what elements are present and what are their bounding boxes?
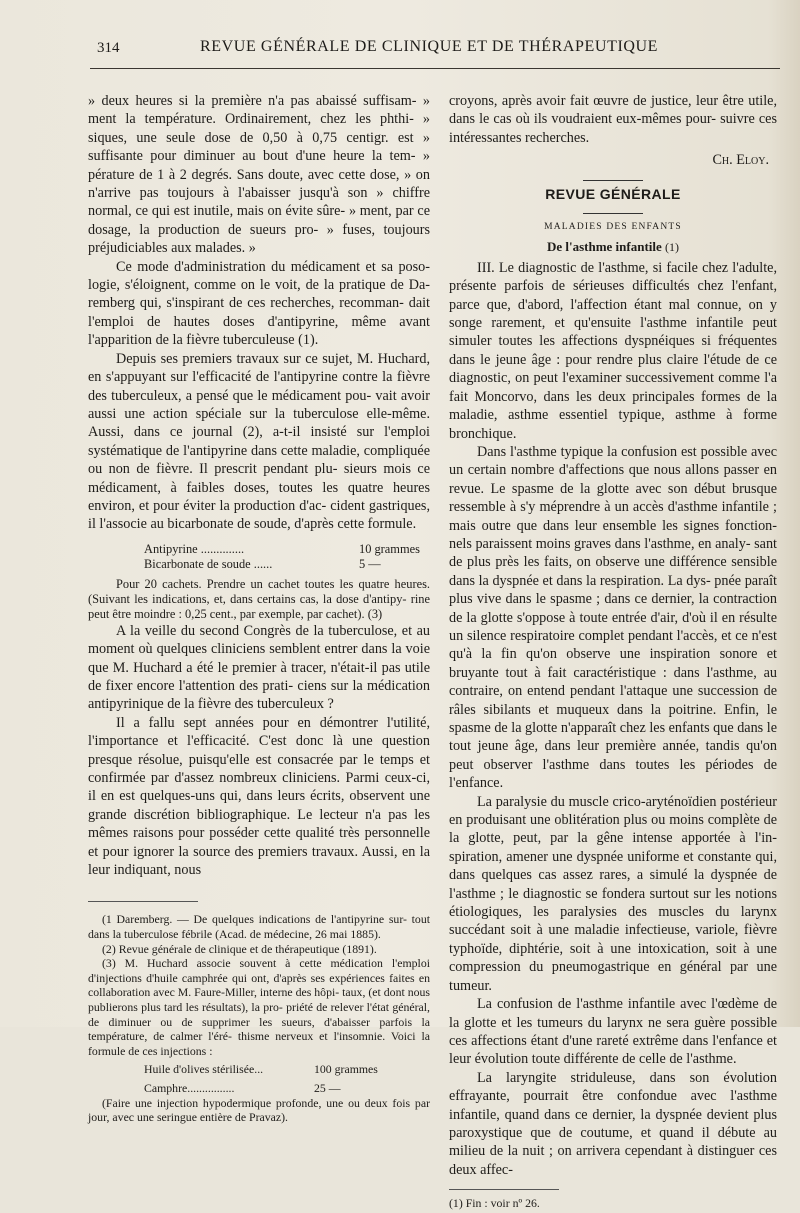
footnote: (1) Fin : voir nº 26. <box>449 1196 540 1211</box>
paragraph: croyons, après avoir fait œuvre de justice, leur être utile, dans le cas où ils voudraient eux-mêmes pour- suivre ces intéressantes recherches. <box>449 93 777 146</box>
formula-line: Camphre................ 25 — <box>144 1080 341 1095</box>
section-subtitle: MALADIES DES ENFANTS <box>544 222 682 233</box>
paragraph: Dans l'asthme typique la confusion est possible avec un certain nombre d'affections que nous allons passer en revue. Le spasme de la glotte avec son début brusque ressemble à s'y méprendre à un accès d'asthme infantile ; mais outre que dans leur ensemble les signes fonction- nels paraissent moins graves dans l'asthme, en analy- sant de plus près les faits, on observe une différence sensible dans la dyspnée et dans la respiration. La dys- pnée paraît plus vive dans le spasme ; dans ce dernier, la contraction de la glotte s'oppose à toute entrée d'air, d'où il en résulte un silence respiratoire complet pendant l'accès, et ce n'est qu'à la fin qu'on observe une inspiration sonore et bruyante tout à fait caractéristique : dans l'asthme, au contraire, on entend pendant l'attaque une succession de râles sibilants et muqueux dans la poitrine. Enfin, le spasme de la glotte n'apparaît chez les enfants que dans le tout jeune âge, dans leur première année, tandis qu'on peut observer l'asthme dans toutes les périodes de l'enfance. <box>449 443 777 792</box>
right-column <box>449 92 777 1213</box>
paragraph: Ce mode d'administration du médicament et sa poso- logie, s'éloignent, comme on le voit, de la pratique de Da- remberg qui, s'inspirant de ces recherches, recomman- dait l'emploi de hautes doses d'antipyrine, même avant l'apparition de la fièvre tuberculeuse (1). <box>88 258 430 349</box>
paragraph: La paralysie du muscle crico-aryténoïdien postérieur en produisant une oblitération plus ou moins complète de la glotte, peut, par la gêne intense apportée à l'in- spiration, amener une dyspnée uniforme et constante qui, dans quelques cas assez rares, a simulé la dyspnée de l'asthme ; le diagnostic se fondera surtout sur les notions étiologiques, les paralysies des muscles du larynx succédant soit à une maladie infectieuse, variole, fièvre typhoïde, diphtérie, soit à une intoxication, soit à une compression du pneumogastrique en général par une tumeur. <box>449 793 777 994</box>
section-title: REVUE GÉNÉRALE <box>545 185 681 202</box>
section-rule <box>583 213 643 214</box>
footnote-rule <box>449 1189 559 1190</box>
formula-line: Bicarbonate de soude ...... 5 — <box>144 557 381 572</box>
paragraph: La confusion de l'asthme infantile avec l'œdème de la glotte et les tumeurs du larynx ne sera guère possible ces affections étant d'une rareté extrême dans l'enfance et leur évolution toute différente de celle de l'asthme. <box>449 996 777 1068</box>
paragraph: » deux heures si la première n'a pas abaissé suffisam- » ment la température. Ordinairement, chez les phthi- » siques, une seule dose de 0,50 à 0,75 centigr. est » suffisante pour diminuer au bout d'une heure la tem- » pérature de 1 à 2 degrés. Sans doute, avec cette dose, » on n'arrive pas toujours à l'abaisser jusqu'à son » chiffre normal, ce qui est inutile, mais on évite sûre- » ment, par ce dosage, la production de sueurs pro- » fuses, toujours préjudiciables aux malades. » <box>88 93 430 257</box>
footnote: (1 Daremberg. — De quelques indications de l'antipyrine sur- tout dans la tuberculose fébrile (Acad. de médecine, 26 mai 1885). <box>88 912 430 942</box>
prescription-formula <box>144 542 430 573</box>
paragraph: Depuis ses premiers travaux sur ce sujet, M. Huchard, en s'appuyant sur l'efficacité de l'antipyrine contre la fièvre des tuberculeux, a pensé que le médicament pou- vait avoir aussi une action spéciale sur la tuberculose elle-même. Aussi, dans ce journal (2), a-t-il insisté sur l'emploi systématique de l'antipyrine dans cette maladie, compliquée ou non de fièvre. Il prescrit pendant plu- sieurs mois ce médicament, à faibles doses, toutes les quatre heures environ, et pour éviter la production d'ac- cident gastriques, il l'associe au bicarbonate de soude, d'après cette formule. <box>88 350 430 533</box>
author-signature: Ch. Eloy. <box>712 152 769 169</box>
footnote: (Faire une injection hypodermique profonde, une ou deux fois par jour, avec une seringue entière de Pravaz). <box>88 1095 430 1125</box>
footnote: (2) Revue générale de clinique et de thérapeutique (1891). <box>102 941 377 956</box>
article-title: De l'asthme infantile (1) <box>546 239 680 255</box>
paragraph: La laryngite striduleuse, dans son évolution effrayante, pourrait être confondue avec l'asthme infantile, quand dans ce dernier, la dyspnée devient plus paroxystique que de coutume, et quand il débute au milieu de la nuit ; on arrivera cependant à distinguer ces deux affec- <box>449 1069 777 1178</box>
header-rule <box>90 68 780 69</box>
running-head: REVUE GÉNÉRALE DE CLINIQUE ET DE THÉRAPEUTIQUE <box>200 38 659 55</box>
formula-note: Pour 20 cachets. Prendre un cachet toutes les quatre heures. (Suivant les indications, et, dans certains cas, la dose d'antipy- rine peut être moindre : 0,25 cent., par exemple, par cachet). (3) <box>88 576 430 621</box>
left-column <box>88 92 430 1125</box>
paragraph: III. Le diagnostic de l'asthme, si facile chez l'adulte, présente parfois de sérieuses difficultés chez l'enfant, parce que, d'abord, l'affection étant mal connue, on y songe rarement, et qu'ensuite l'asthme infantile peut simuler toutes les affections dyspnéiques si fréquentes dans le jeune âge : pour rendre plus claire l'étude de ce diagnostic, on peut l'examiner successivement comme l'a fait Moncorvo, dans les deux principales formes de la maladie, asthme essentiel typique, asthme à forme bronchique. <box>449 259 777 442</box>
footnote-rule <box>88 901 198 902</box>
formula-line: Antipyrine .............. 10 grammes <box>144 541 420 556</box>
footnote: (3) M. Huchard associe souvent à cette médication l'emploi d'injections d'huile camphrée qui ont, d'après ses expériences faites en collaboration avec M. Faure-Miller, interne des hôpi- taux, (et dont nous publierons plus tard les résultats), la pro- priété de relever l'état général, de diminuer ou de supprimer les sueurs, d'abaisser parfois la température, de calmer l'éré- thisme nerveux et l'insomnie. Voici la formule de ces injections : <box>88 956 430 1058</box>
paragraph: Il a fallu sept années pour en démontrer l'utilité, l'importance et l'efficacité. C'est donc là une question presque résolue, puisqu'elle est consacrée par le temps et confirmée par d'assez nombreux cliniciens. Parmi ceux-ci, il en est quelques-uns qui, dans leurs écrits, observent une grande discrétion bibliographique. Le lecteur n'a pas les mêmes raisons pour posséder cette qualité très personnelle et pour ignorer la source des premiers travaux. Aussi, en la leur indiquant, nous <box>88 714 430 879</box>
formula-line: Huile d'olives stérilisée... 100 grammes <box>144 1062 378 1077</box>
paragraph: A la veille du second Congrès de la tuberculose, et au moment où quelques cliniciens semblent entrer dans la voie que M. Huchard a été le premier à tracer, n'était-il pas utile de fixer encore l'attention des prati- ciens sur la médication antipyrinique de la fièvre des tuberculeux ? <box>88 622 430 713</box>
page-number: 314 <box>97 40 120 56</box>
footnotes <box>88 912 430 1124</box>
section-rule <box>583 180 643 181</box>
